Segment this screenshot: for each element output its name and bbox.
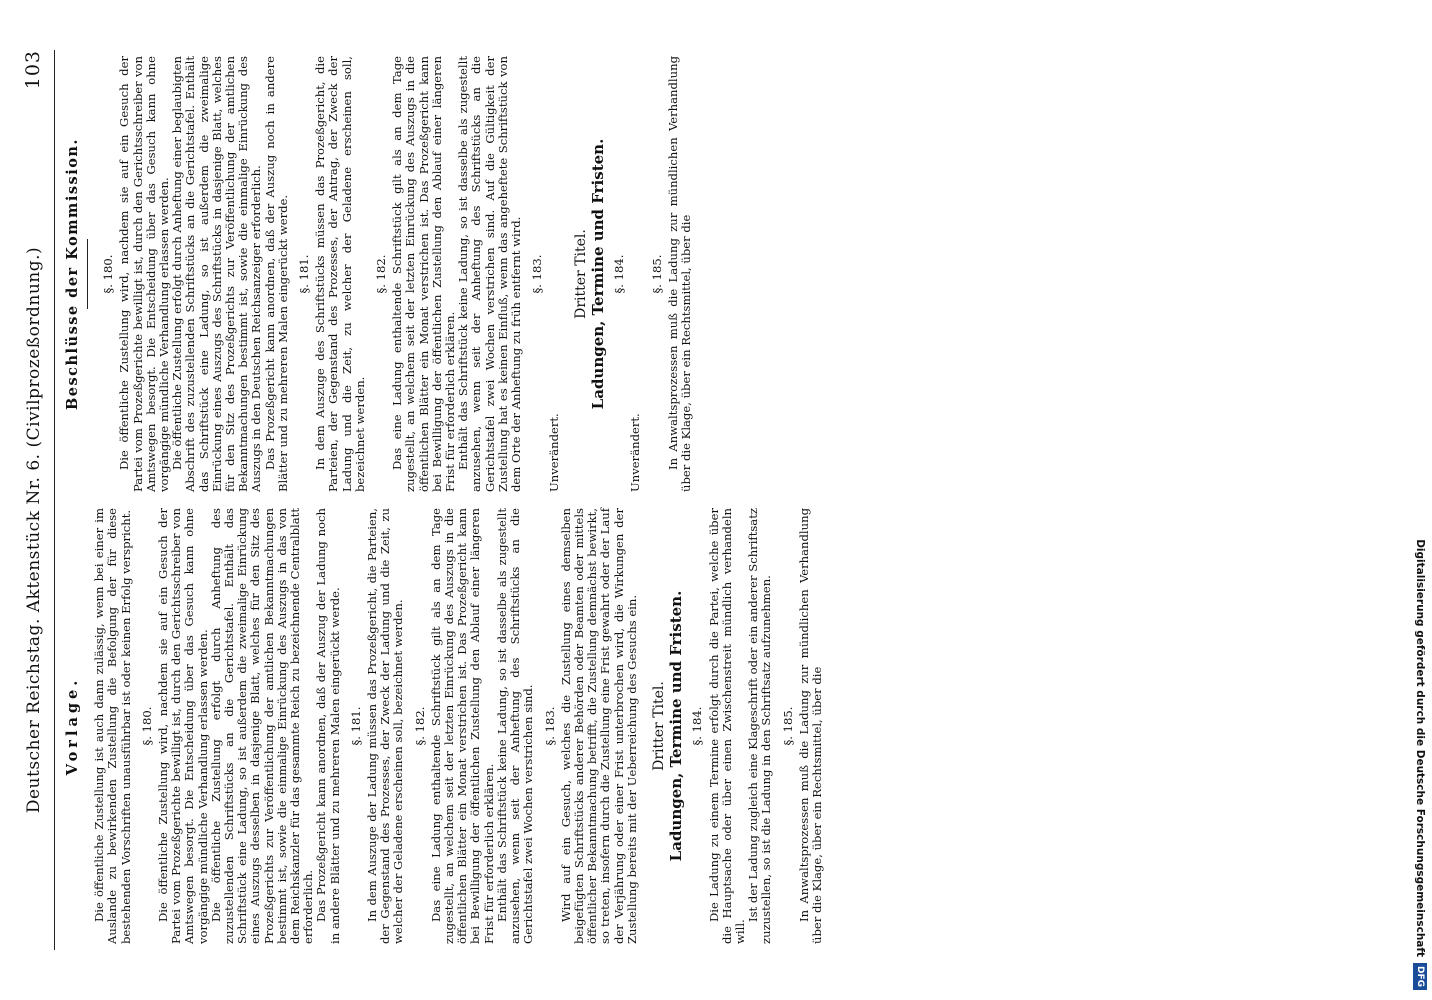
section-heading: §. 181. [297,254,312,294]
column-vorlage [66,508,1406,944]
paragraph: In Anwaltsprozessen muß die Ladung zur mündlichen Verhandlung über die Klage, über ein Rechtsmittel, über die [665,56,693,492]
column-body-kommission [102,56,693,492]
unchanged-note: Unverändert. [628,413,643,492]
section-heading: §. 183. [542,706,557,746]
paragraph: In Anwaltsprozessen muß die Ladung zur mündlichen Verhandlung über die Klage, über ein Rechtsmittel, über die [796,508,824,944]
paragraph: Die öffentliche Zustellung erfolgt durch Anheftung einer beglaubigten Abschrift des zuzustellenden Schriftstücks an die Gerichtstafel. Enthält das Schriftstück eine Ladung, so ist außerdem die zweimalige Einrückung eines Auszugs des Schriftstücks in dasjenige Blatt, welches für den Sitz des Prozeßgerichts zur Veröffentlichung der amtlichen Bekanntmachungen bestimmt ist, sowie die einmalige Einrückung des Auszugs in den Deutschen Reichsanzeiger erforderlich. [170,56,264,492]
title-subheading: Ladungen, Termine und Fristen. [667,590,686,862]
paragraph: Enthält das Schriftstück keine Ladung, so ist dasselbe als zugestellt anzusehen, wenn seit der Anheftung des Schriftstücks an die Gerichtstafel zwei Wochen verstrichen sind. [494,508,536,944]
column-kommission [66,56,1406,492]
paragraph: Das Prozeßgericht kann anordnen, daß der Auszug noch in andere Blätter und zu mehreren Malen eingerückt werde. [262,56,290,492]
paragraph: In dem Auszuge der Ladung müssen das Prozeßgericht, die Parteien, der Gegenstand des Prozesses, der Zweck der Ladung und die Zeit, zu welcher der Geladene erscheinen soll, bezeichnet werden. [365,508,406,944]
section-heading: §. 185. [649,254,664,294]
section-heading: §. 182. [374,254,389,294]
dfg-logo: DFG [1413,963,1427,990]
digitization-credit [1408,0,1432,1000]
paragraph: Ist der Ladung zugleich eine Klageschrift oder ein anderer Schriftsatz zuzustellen, so ist die Ladung in den Schriftsatz aufzunehmen. [746,508,774,944]
column-title-vorlage: Vorlage. [64,676,81,776]
title-rule [87,239,88,309]
section-heading: §. 181. [348,706,363,746]
page-header [20,50,55,950]
section-heading: §. 183. [530,254,545,294]
section-heading: §. 185. [780,706,795,746]
section-heading: §. 180. [101,254,116,294]
section-heading: §. 184. [690,706,705,746]
paragraph: Das Prozeßgericht kann anordnen, daß der Auszug der Ladung noch in andere Blätter und zu mehreren Malen eingerückt werde. [314,508,342,944]
title-heading: Dritter Titel. [650,681,667,771]
paragraph: Die Ladung zu einem Termine erfolgt durch die Partei, welche über die Hauptsache oder über einen Zwischenstreit mündlich verhandeln will. [706,508,747,944]
unchanged-note: Unverändert. [546,413,561,492]
paragraph: Die öffentliche Zustellung wird, nachdem sie auf ein Gesuch der Partei vom Prozeßgerichte bewilligt ist, durch den Gerichtsschreiber von Amtswegen besorgt. Die Entscheidung über das Gesuch kann ohne vorgängige mündliche Verhandlung erlassen werden. [156,508,210,944]
running-head: Deutscher Reichstag. Aktenstück Nr. 6. (Civilprozeßordnung.) [24,246,44,814]
paragraph: Das eine Ladung enthaltende Schriftstück gilt als an dem Tage zugestellt, an welchem seit der letzten Einrückung des Auszugs in die öffentlichen Blätter ein Monat verstrichen ist. Das Prozeßgericht kann bei Bewilligung der öffentlichen Zustellung den Ablauf einer längeren Frist für erforderlich erklären. [428,508,496,944]
paragraph: Das eine Ladung enthaltende Schriftstück gilt als an dem Tage zugestellt, an welchem seit der letzten Einrückung des Auszugs in die öffentlichen Blätter ein Monat verstrichen ist. Das Prozeßgericht kann bei Bewilligung der öffentlichen Zustellung den Ablauf einer längeren Frist für erforderlich erklären. [390,56,458,492]
section-heading: §. 184. [612,254,627,294]
paragraph: Die öffentliche Zustellung ist auch dann zulässig, wenn bei einer im Auslande zu bewirkenden Zustellung die Befolgung der für diese bestehenden Vorschriften unausführbar ist oder keinen Erfolg verspricht. [92,508,133,944]
paragraph: Enthält das Schriftstück keine Ladung, so ist dasselbe als zugestellt anzusehen, wenn seit der Anheftung des Schriftstücks an die Gerichtstafel zwei Wochen verstrichen sind. Auf die Gültigkeit der Zustellung hat es keinen Einfluß, wenn das angeheftete Schriftstück von dem Orte der Anheftung zu früh entfernt wird. [456,56,524,492]
paragraph: Die öffentliche Zustellung wird, nachdem sie auf ein Gesuch der Partei vom Prozeßgerichte bewilligt ist, durch den Gerichtsschreiber von Amtswegen besorgt. Die Entscheidung über das Gesuch kann ohne vorgängige mündliche Verhandlung erlassen werden. [117,56,172,492]
paragraph: Wird auf ein Gesuch, welches die Zustellung eines demselben beigefügten Schriftstücks anderer Behörden oder Beamten oder mittels öffentlicher Bekanntmachung betrifft, die Zustellung demnächst bewirkt, so treten, insofern durch die Zustellung eine Frist gewahrt oder der Lauf der Verjährung oder einer Frist unterbrochen wird, die Wirkungen der Zustellung bereits mit der Ueberreichung des Gesuchs ein. [558,508,639,944]
section-heading: §. 182. [412,706,427,746]
credit-text: Digitalisierung gefördert durch die Deutsche Forschungsgemeinschaft [1414,539,1426,957]
section-heading: §. 180. [139,706,154,746]
paragraph: Die öffentliche Zustellung erfolgt durch Anheftung des zuzustellenden Schriftstücks an die Gerichtstafel. Enthält das Schriftstück eine Ladung, so ist außerdem die zweimalige Einrückung eines Auszugs desselben in dasjenige Blatt, welches für den Sitz des Prozeßgerichts zur Veröffentlichung der amtlichen Bekanntmachungen bestimmt ist, sowie die einmalige Einrückung des Auszugs in das von dem Reichskanzler für das gesammte Reich zu bezeichnende Centralblatt erforderlich. [208,508,316,944]
paragraph: In dem Auszuge des Schriftstücks müssen das Prozeßgericht, die Parteien, der Gegenstand des Prozesses, der Antrag, der Zweck der Ladung und die Zeit, zu welcher der Geladene erscheinen soll, bezeichnet werden. [313,56,367,492]
column-title-kommission: Beschlüsse der Kommission. [64,138,81,410]
title-subheading: Ladungen, Termine und Fristen. [588,138,607,410]
column-body-vorlage [93,508,824,944]
page-number: 103 [22,50,44,90]
title-heading: Dritter Titel. [572,229,589,319]
